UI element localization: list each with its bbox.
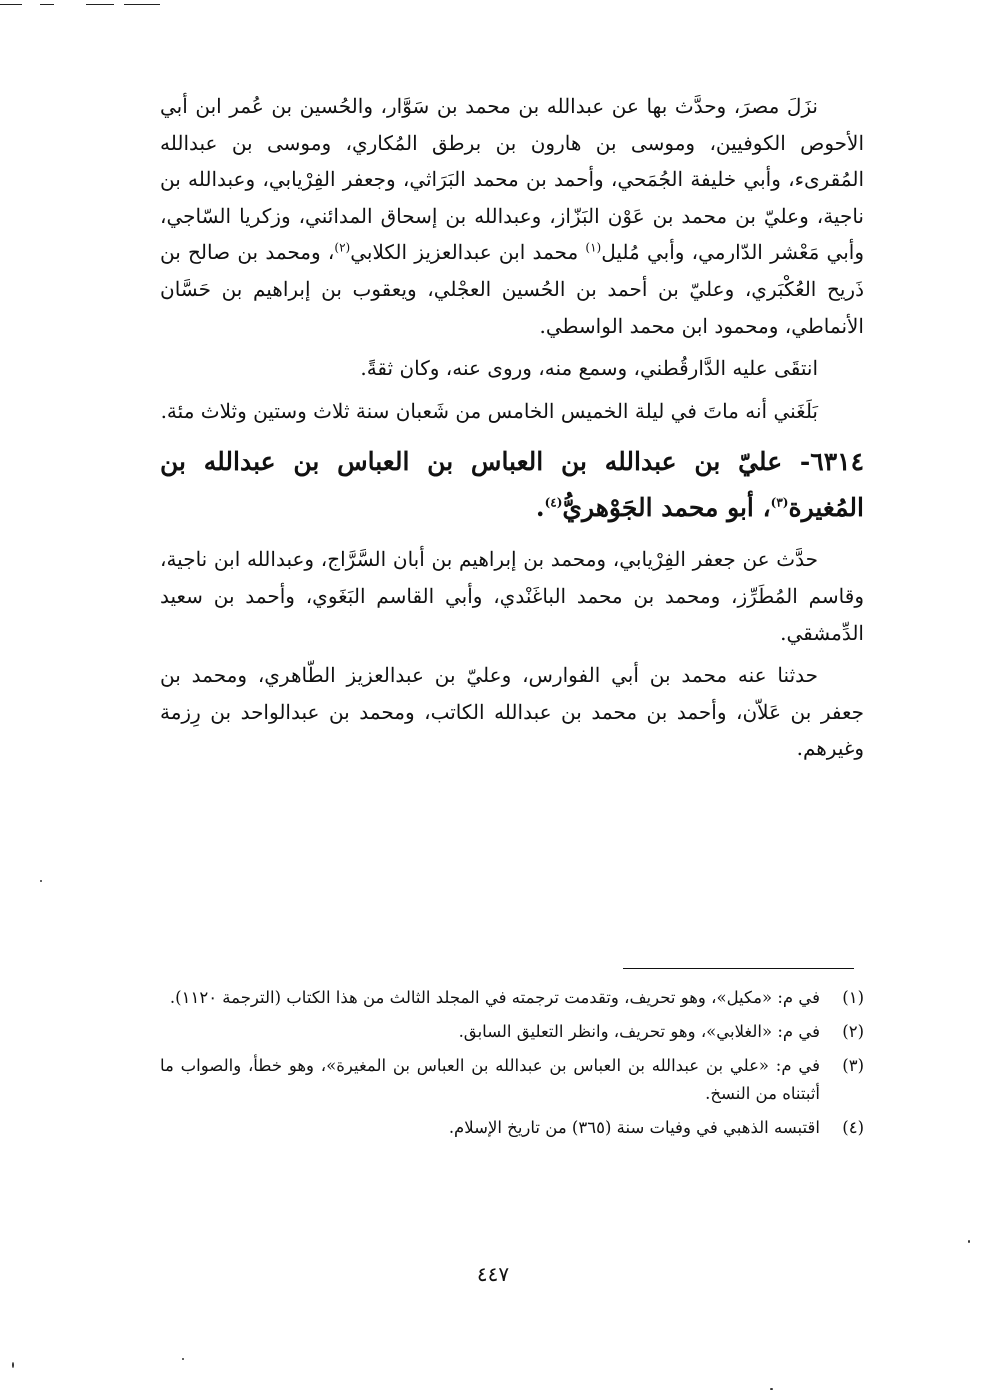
page-body [160,88,864,767]
top-edge-marks [0,4,200,8]
footnote-ref-4[interactable]: (٤) [544,496,563,511]
paragraph-text: ، ومحمد بن صالح بن ذَريح العُكْبَري، وعليّ بن أحمد بن الحُسين العجْلي، ويعقوب بن إبراهيم بن حَسَّان الأنماطي، ومحمود ابن محمد الواسطي. [160,240,864,338]
entry-heading-text: . [535,493,545,523]
footnote-separator [623,968,854,969]
footnote-number: (٣) [842,1056,864,1075]
footnote-4 [160,1114,864,1142]
scan-speck [770,1388,773,1390]
footnote-number: (٢) [842,1022,864,1041]
footnote-1 [160,984,864,1012]
scan-speck [40,880,42,882]
scan-speck [968,1240,970,1243]
footnote-text: في م: «الغلابي»، وهو تحريف، وانظر التعليق السابق. [458,1022,820,1041]
entry-heading-text: ، أبو محمد الجَوْهريُّ [562,493,771,523]
footnote-3 [160,1052,864,1108]
paragraph-teachers [160,88,864,344]
scan-speck [182,1358,184,1360]
paragraph-text: نزَلَ مصرَ، وحدَّث بها عن عبدالله بن محمد بن سَوَّار، والحُسين بن عُمر ابن أبي الأحوص الكوفيين، وموسى بن هارون بن برطق المُكاري، وموسى بن عبدالله المُقرىء، وأبي خليفة الجُمَحي، وأحمد بن محمد البَرَاثي، وجعفر الفِرْيابي، وعبدالله بن ناجية، وعليّ بن محمد بن عَوْن البَزّاز، وعبدالله بن إسحاق المدائني، وزكريا السّاجي، وأبي مَعْشر الدّارمي، وأبي مُليل [160,94,864,265]
footnote-number: (١) [842,988,864,1007]
footnote-ref-2[interactable]: (٢) [334,240,351,255]
paragraph-narrated-by: حدثنا عنه محمد بن أبي الفوارس، وعليّ بن عبدالعزيز الطّاهري، ومحمد بن جعفر بن عَلاّن، وأحمد بن محمد بن عبدالله الكاتب، ومحمد بن عبدالواحد بن رِزمة وغيرهم. [160,663,864,761]
footnote-ref-3[interactable]: (٣) [770,496,789,511]
page-number: ٤٤٧ [476,1262,510,1286]
footnote-2 [160,1018,864,1046]
paragraph-selection: انتقَى عليه الدَّارقُطني، وسمع منه، وروى عنه، وكان ثقةً. [360,356,818,381]
scan-speck [12,1362,14,1368]
footnote-text: في م: «مكيل»، وهو تحريف، وتقدمت ترجمته في المجلد الثالث من هذا الكتاب (الترجمة ١١٢٠). [169,988,820,1007]
paragraph-narrated-from: حدَّث عن جعفر الفِرْيابي، ومحمد بن إبراهيم بن أبان السَّرَّاج، وعبدالله ابن ناجية، وقاسم المُطَرِّز، ومحمد بن محمد الباغَنْدي، وأبي القاسم البَغَوي، وأحمد بن سعيد الدِّمشقي. [160,547,864,645]
entry-heading-text: ٦٣١٤- عليّ بن عبدالله بن العباس بن العباس بن عبدالله بن المُغيرة [160,447,864,523]
footnote-text: في م: «علي بن عبدالله بن العباس بن عبدالله بن العباس بن المغيرة»، وهو خطأ، والصواب ما أثبتناه من النسخ. [160,1056,820,1103]
footnote-number: (٤) [842,1118,864,1137]
entry-heading [160,439,864,531]
footnotes [160,984,864,1148]
paragraph-death: بَلَغَني أنه ماتَ في ليلة الخميس الخامس من شَعبان سنة ثلاث وستين وثلاث مئة. [160,398,818,423]
footnote-text: اقتبسه الذهبي في وفيات سنة (٣٦٥) من تاريخ الإسلام. [448,1118,820,1137]
paragraph-text: محمد ابن عبدالعزيز الكلابي [350,240,586,265]
footnote-ref-1[interactable]: (١) [585,240,602,255]
